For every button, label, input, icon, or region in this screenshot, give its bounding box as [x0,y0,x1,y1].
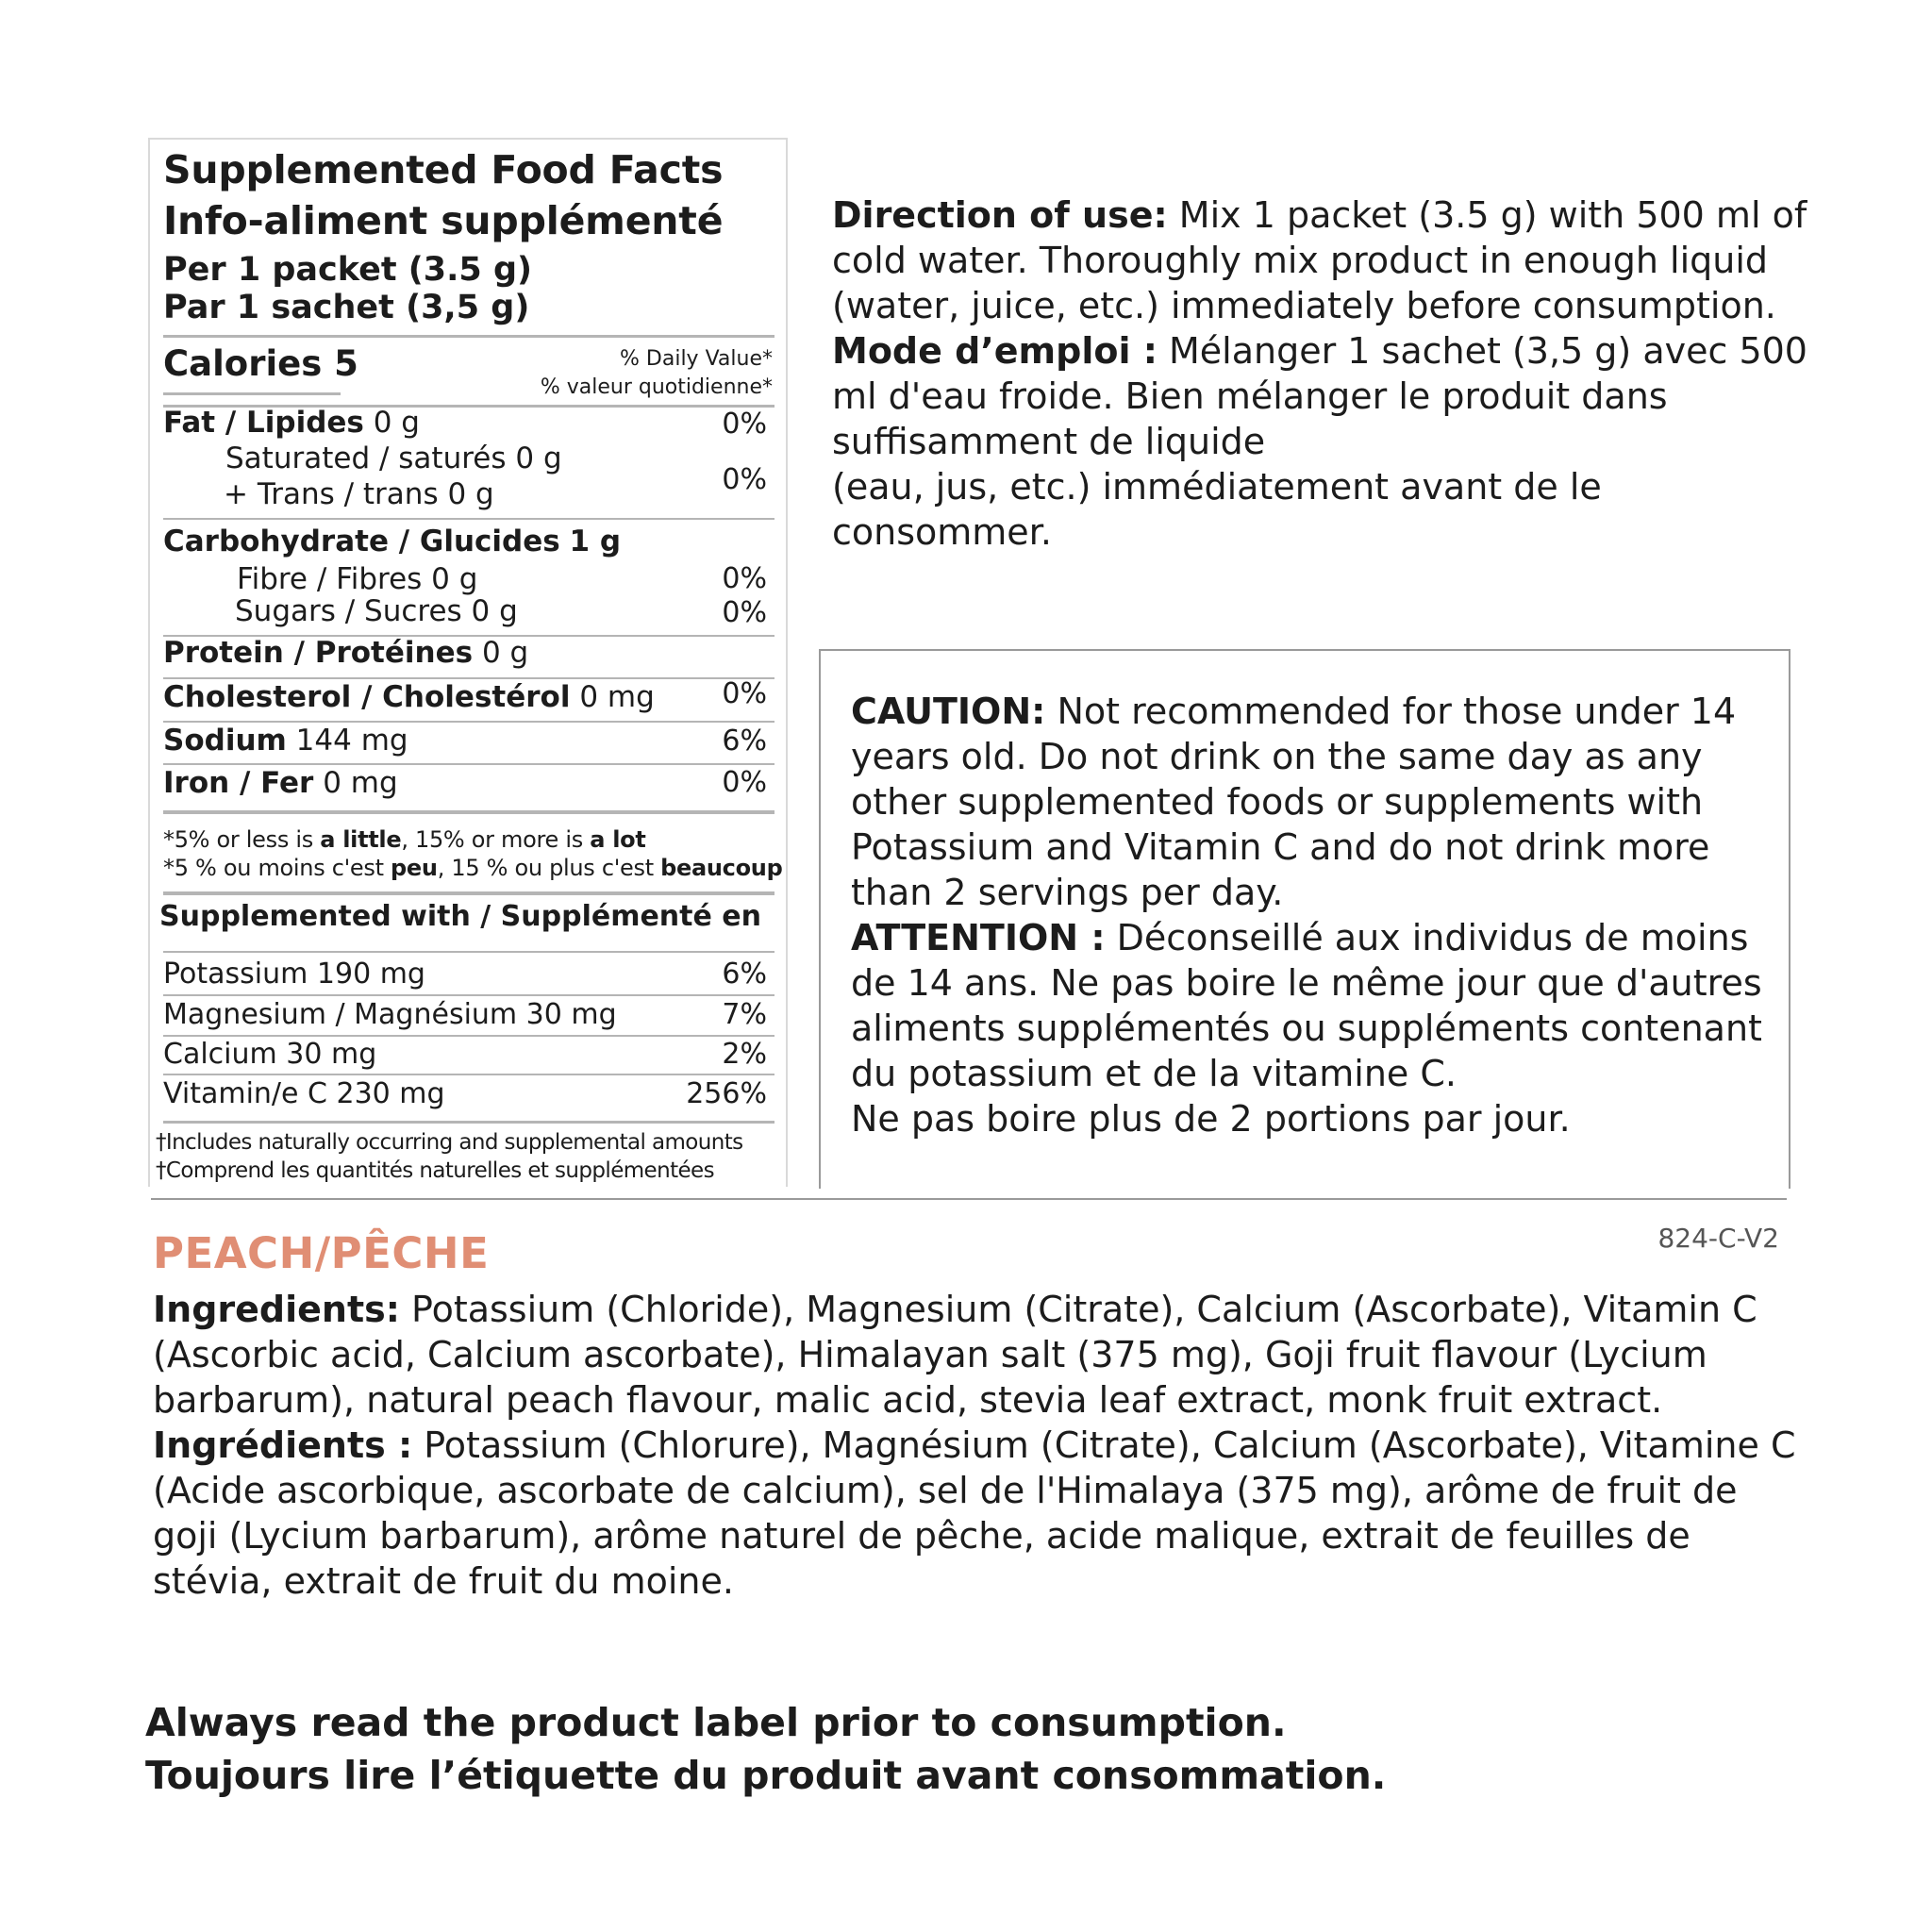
cholesterol-row [163,680,655,714]
protein-row [163,636,528,670]
supplement-row: Magnesium / Magnésium 30 mg [163,998,617,1031]
note-text: *5% or less is [163,826,321,853]
section-divider [151,1198,1787,1200]
saturated-fat: Saturated / saturés 0 g [225,441,562,475]
saturated-trans-pct: 0% [722,463,767,496]
fat-amount: 0 g [373,406,420,440]
carbohydrate-amount: 1 g [569,525,622,558]
ingredients-en [153,1287,1813,1423]
directions-en-label: Direction of use: [832,194,1168,236]
sodium-row [163,724,408,758]
daily-value-header-fr: % valeur quotidienne* [540,375,773,399]
ingredients-fr-label: Ingrédients : [153,1424,413,1466]
directions-fr-label: Mode d’emploi : [832,330,1158,372]
caution-box [819,649,1790,1189]
divider [163,721,774,723]
cholesterol-pct: 0% [722,677,767,710]
note-text: beaucoup [660,855,783,881]
daily-value-header-en: % Daily Value* [620,347,773,371]
sodium-amount: 144 mg [295,724,408,758]
note-text: a lot [590,826,646,853]
caution-en-label: CAUTION: [851,691,1046,732]
caution-en-text: Not recommended for those under 14 years old. Do not drink on the same day as any other supplemented foods or supplements with Potassium and Vitamin C and do not drink more than 2 servings per day. [851,691,1737,913]
protein-amount: 0 g [481,636,529,670]
supplement-pct: 7% [722,998,767,1031]
caution-en [851,689,1785,915]
fat-pct: 0% [722,408,767,441]
sodium-label: Sodium [163,724,287,758]
directions-fr-continued: (eau, jus, etc.) immédiatement avant de le consommer. [832,466,1602,553]
divider [163,392,341,395]
note-text: , 15 % ou plus c'est [437,855,661,881]
sodium-pct: 6% [722,724,767,758]
divider [163,1121,774,1124]
divider [163,518,774,520]
directions-of-use [832,192,1823,555]
footnote-fr: †Comprend les quantités naturelles et supplémentées [156,1158,714,1183]
caution-fr [851,915,1785,1096]
divider [163,677,774,679]
divider [163,994,774,996]
product-code: 824-C-V2 [1657,1223,1779,1254]
carbohydrate-label: Carbohydrate / Glucides [163,525,560,558]
trans-fat: + Trans / trans 0 g [224,477,494,511]
note-text: a little [320,826,402,853]
serving-size-en: Per 1 packet (3.5 g) [163,251,533,289]
iron-pct: 0% [722,766,767,799]
iron-amount: 0 mg [323,766,398,800]
ingredients [153,1287,1813,1604]
fat-row [163,406,420,440]
sugars: Sugars / Sucres 0 g [235,594,518,628]
directions-fr [832,328,1823,464]
supplement-pct: 2% [722,1038,767,1071]
divider [163,951,774,953]
footnote-en: †Includes naturally occurring and supplemental amounts [156,1130,743,1155]
fat-label: Fat / Lipides [163,406,364,440]
directions-en [832,192,1823,328]
caution-fr-text: Déconseillé aux individus de moins de 14 ans. Ne pas boire le même jour que d'autres aliments supplémentés ou suppléments contenant du potassium et de la vitamine C. [851,917,1762,1094]
sugars-pct: 0% [722,596,767,629]
caution-fr-continued: Ne pas boire plus de 2 portions par jour. [851,1098,1571,1140]
directions-fr-text: Mélanger 1 sachet (3,5 g) avec 500 ml d'eau froide. Bien mélanger le produit dans suffisamment de liquide [832,330,1807,462]
directions-en-text: Mix 1 packet (3.5 g) with 500 ml of cold water. Thoroughly mix product in enough liquid (water, juice, etc.) immediately before consumption. [832,194,1807,326]
serving-size-fr: Par 1 sachet (3,5 g) [163,289,530,326]
supplement-pct: 256% [686,1077,767,1110]
divider [163,335,774,338]
fibre-pct: 0% [722,562,767,595]
supplement-row: Vitamin/e C 230 mg [163,1077,445,1110]
carbohydrate-row [163,525,621,558]
supplemented-with-heading: Supplemented with / Supplémenté en [159,900,761,933]
divider [163,1035,774,1037]
ingredients-en-text: Potassium (Chloride), Magnesium (Citrate), Calcium (Ascorbate), Vitamin C (Ascorbic acid, Calcium ascorbate), Himalayan salt (375 mg), Goji fruit flavour (Lycium barbarum), natural peach flavour, malic acid, stevia leaf extract, monk fruit extract. [153,1289,1757,1421]
ingredients-en-label: Ingredients: [153,1289,400,1330]
ingredients-fr-text: Potassium (Chlorure), Magnésium (Citrate), Calcium (Ascorbate), Vitamine C (Acide ascorbique, ascorbate de calcium), sel de l'Himalaya (375 mg), arôme de fruit de goji (Lycium barbarum), arôme naturel de pêche, acide malique, extrait de feuilles de stévia, extrait de fruit du moine. [153,1424,1796,1602]
fibre: Fibre / Fibres 0 g [237,562,478,596]
read-label-notice-en: Always read the product label prior to consumption. [145,1700,1287,1745]
ingredients-fr [153,1423,1813,1604]
facts-title-fr: Info-aliment supplémenté [163,198,724,243]
supplement-row: Calcium 30 mg [163,1038,377,1071]
supplemented-food-facts-panel [148,138,788,1187]
daily-value-note-en [163,826,646,853]
divider [163,810,774,814]
cholesterol-label: Cholesterol / Cholestérol [163,680,571,714]
divider [163,763,774,765]
caution-fr-label: ATTENTION : [851,917,1106,958]
supplement-row: Potassium 190 mg [163,958,425,991]
iron-label: Iron / Fer [163,766,314,800]
note-text: , 15% or more is [401,826,591,853]
divider [163,1074,774,1075]
calories: Calories 5 [163,343,358,384]
read-label-notice-fr: Toujours lire l’étiquette du produit avant consommation. [145,1753,1387,1798]
caution-text [851,689,1785,1141]
read-label-notice [145,1696,1386,1802]
protein-label: Protein / Protéines [163,636,474,670]
note-text: peu [391,855,438,881]
divider [163,891,774,895]
iron-row [163,766,398,800]
note-text: *5 % ou moins c'est [163,855,391,881]
supplement-pct: 6% [722,958,767,991]
flavor-name: PEACH/PÊCHE [153,1228,490,1278]
daily-value-note-fr [163,855,782,881]
cholesterol-amount: 0 mg [579,680,655,714]
facts-title-en: Supplemented Food Facts [163,147,724,192]
